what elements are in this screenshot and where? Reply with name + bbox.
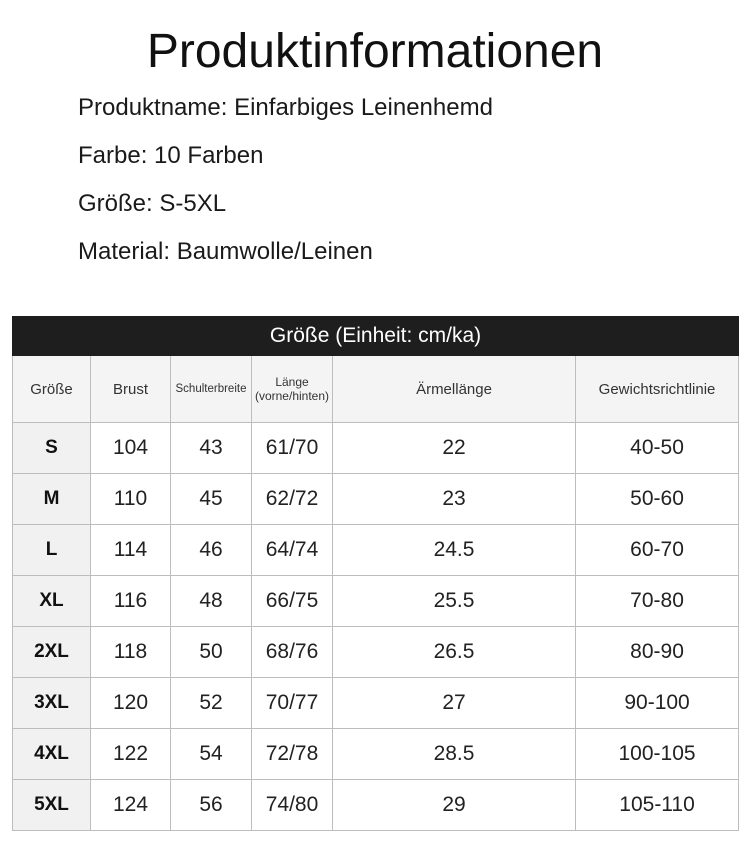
shoulder-cell: 46 — [171, 525, 252, 576]
header-weight-guide: Gewichtsrichtlinie — [576, 356, 739, 423]
length-cell: 68/76 — [252, 627, 333, 678]
size-cell: M — [13, 474, 91, 525]
info-label: Produktname: — [78, 94, 228, 121]
sleeve-cell: 24.5 — [333, 525, 576, 576]
info-material — [78, 238, 373, 266]
length-cell: 74/80 — [252, 780, 333, 831]
table-row — [13, 678, 739, 729]
info-color — [78, 142, 263, 170]
table-row — [13, 423, 739, 474]
sleeve-cell: 28.5 — [333, 729, 576, 780]
chest-cell: 104 — [91, 423, 171, 474]
table-row — [13, 627, 739, 678]
length-cell: 72/78 — [252, 729, 333, 780]
chest-cell: 114 — [91, 525, 171, 576]
shoulder-cell: 43 — [171, 423, 252, 474]
info-product-name — [78, 94, 493, 122]
weight-cell: 100-105 — [576, 729, 739, 780]
table-header-row — [13, 356, 739, 423]
chest-cell: 122 — [91, 729, 171, 780]
sleeve-cell: 27 — [333, 678, 576, 729]
weight-cell: 90-100 — [576, 678, 739, 729]
weight-cell: 105-110 — [576, 780, 739, 831]
chest-cell: 110 — [91, 474, 171, 525]
chest-cell: 120 — [91, 678, 171, 729]
sleeve-cell: 29 — [333, 780, 576, 831]
info-label: Farbe: — [78, 142, 148, 169]
page-title: Produktinformationen — [146, 25, 604, 78]
header-chest: Brust — [91, 356, 171, 423]
chest-cell: 116 — [91, 576, 171, 627]
size-cell: 3XL — [13, 678, 91, 729]
size-table — [12, 316, 739, 831]
size-cell: L — [13, 525, 91, 576]
size-cell: XL — [13, 576, 91, 627]
shoulder-cell: 45 — [171, 474, 252, 525]
weight-cell: 70-80 — [576, 576, 739, 627]
length-cell: 64/74 — [252, 525, 333, 576]
chest-cell: 118 — [91, 627, 171, 678]
weight-cell: 50-60 — [576, 474, 739, 525]
info-value: Einfarbiges Leinenhemd — [234, 94, 493, 121]
size-cell: S — [13, 423, 91, 474]
shoulder-cell: 50 — [171, 627, 252, 678]
length-cell: 70/77 — [252, 678, 333, 729]
shoulder-cell: 54 — [171, 729, 252, 780]
header-sleeve-length: Ärmellänge — [333, 356, 576, 423]
shoulder-cell: 56 — [171, 780, 252, 831]
sleeve-cell: 22 — [333, 423, 576, 474]
weight-cell: 40-50 — [576, 423, 739, 474]
weight-cell: 60-70 — [576, 525, 739, 576]
table-row — [13, 576, 739, 627]
info-value: 10 Farben — [154, 142, 264, 169]
length-cell: 66/75 — [252, 576, 333, 627]
header-shoulder-width: Schulterbreite — [171, 356, 252, 423]
info-value: Baumwolle/Leinen — [176, 238, 373, 265]
chest-cell: 124 — [91, 780, 171, 831]
weight-cell: 80-90 — [576, 627, 739, 678]
sleeve-cell: 25.5 — [333, 576, 576, 627]
size-cell: 4XL — [13, 729, 91, 780]
info-label: Material: — [78, 238, 171, 265]
sleeve-cell: 23 — [333, 474, 576, 525]
info-value: S-5XL — [159, 190, 227, 217]
length-cell: 62/72 — [252, 474, 333, 525]
table-row — [13, 525, 739, 576]
size-cell: 5XL — [13, 780, 91, 831]
table-row — [13, 780, 739, 831]
header-size: Größe — [13, 356, 91, 423]
info-label: Größe: — [78, 190, 153, 217]
table-row — [13, 474, 739, 525]
header-length: Länge (vorne/hinten) — [252, 356, 333, 423]
shoulder-cell: 52 — [171, 678, 252, 729]
shoulder-cell: 48 — [171, 576, 252, 627]
info-size — [78, 190, 226, 218]
table-row — [13, 729, 739, 780]
size-table-banner: Größe (Einheit: cm/ka) — [13, 317, 739, 356]
size-cell: 2XL — [13, 627, 91, 678]
length-cell: 61/70 — [252, 423, 333, 474]
sleeve-cell: 26.5 — [333, 627, 576, 678]
